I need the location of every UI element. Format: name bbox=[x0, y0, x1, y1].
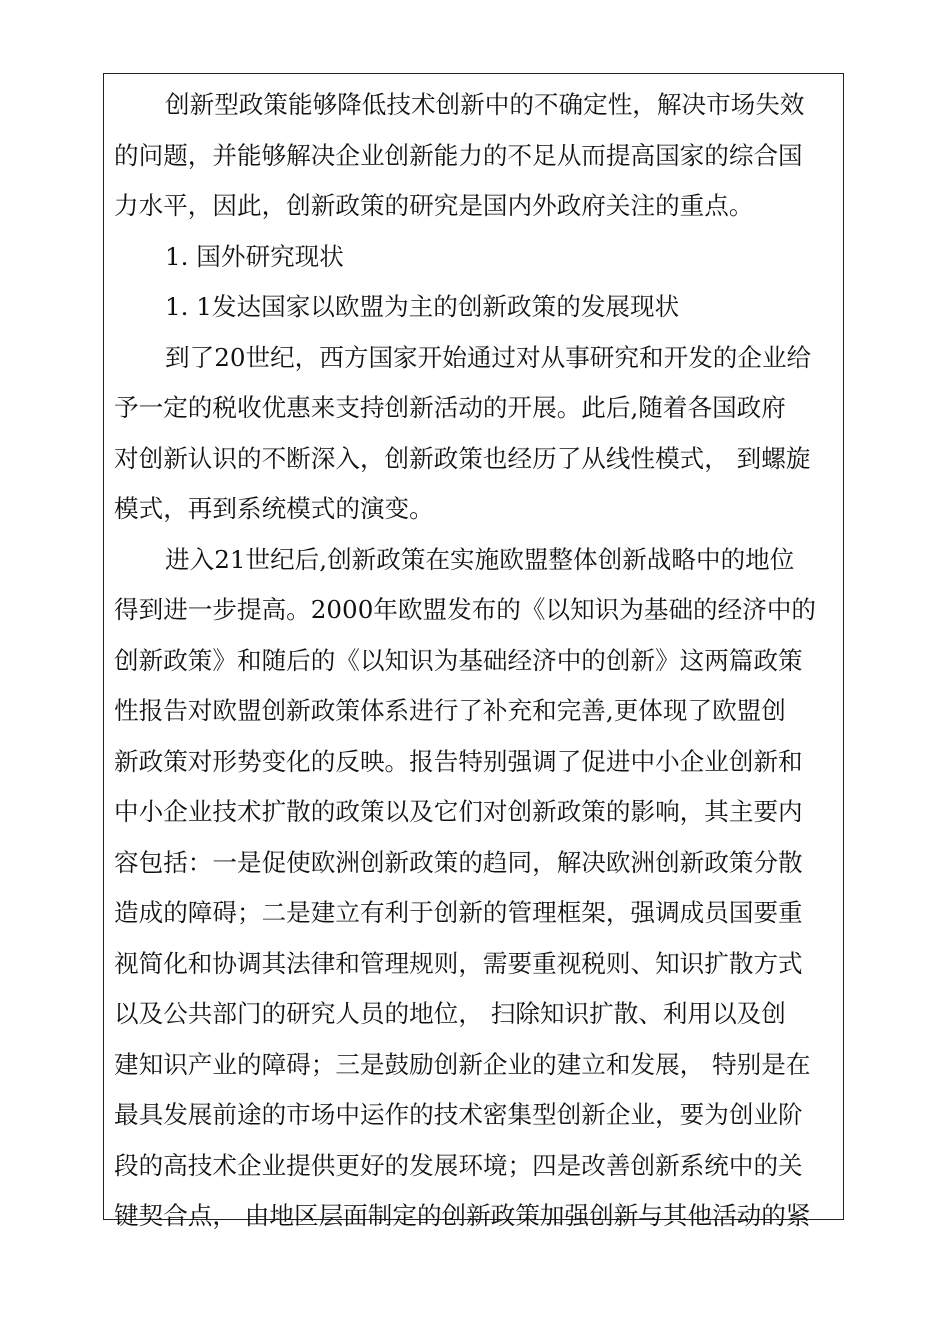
text-line: 的问题，并能够解决企业创新能力的不足从而提高国家的综合国 bbox=[114, 140, 803, 170]
text-line: 到了20世纪，西方国家开始通过对从事研究和开发的企业给 bbox=[165, 342, 812, 372]
text-line: 创新型政策能够降低技术创新中的不确定性，解决市场失效 bbox=[165, 90, 805, 119]
text-line: 以及公共部门的研究人员的地位， 扫除知识扩散、利用以及创 bbox=[114, 999, 786, 1028]
document-body bbox=[114, 80, 829, 1242]
text-line: 中小企业技术扩散的政策以及它们对创新政策的影响，其主要内 bbox=[114, 797, 803, 826]
text-box-frame bbox=[103, 73, 844, 1230]
text-line: 进入21世纪后,创新政策在实施欧盟整体创新战略中的地位 bbox=[165, 544, 795, 574]
text-line: 键契合点， 由地区层面制定的创新政策加强创新与其他活动的紧 bbox=[114, 1201, 811, 1230]
text-line: 造成的障碍；二是建立有利于创新的管理框架，强调成员国要重 bbox=[114, 898, 803, 927]
text-line: 新政策对形势变化的反映。报告特别强调了促进中小企业创新和 bbox=[114, 746, 803, 776]
text-line: 视简化和协调其法律和管理规则，需要重视税则、知识扩散方式 bbox=[114, 948, 803, 978]
text-line: 性报告对欧盟创新政策体系进行了补充和完善,更体现了欧盟创 bbox=[114, 696, 786, 725]
text-line: 对创新认识的不断深入，创新政策也经历了从线性模式， 到螺旋 bbox=[114, 443, 811, 473]
text-line: 最具发展前途的市场中运作的技术密集型创新企业，要为创业阶 bbox=[114, 1100, 803, 1129]
text-line: 予一定的税收优惠来支持创新活动的开展。此后,随着各国政府 bbox=[114, 393, 786, 422]
text-line: 段的高技术企业提供更好的发展环境；四是改善创新系统中的关 bbox=[114, 1150, 803, 1180]
text-line: 1. 1发达国家以欧盟为主的创新政策的发展现状 bbox=[165, 292, 680, 321]
text-line: 力水平，因此，创新政策的研究是国内外政府关注的重点。 bbox=[114, 191, 754, 220]
text-line: 1. 国外研究现状 bbox=[165, 241, 344, 271]
text-line: 得到进一步提高。2000年欧盟发布的《以知识为基础的经济中的 bbox=[114, 595, 817, 624]
text-line: 建知识产业的障碍；三是鼓励创新企业的建立和发展， 特别是在 bbox=[114, 1049, 811, 1079]
text-line: 模式，再到系统模式的演变。 bbox=[114, 494, 434, 523]
text-line: 创新政策》和随后的《以知识为基础经济中的创新》这两篇政策 bbox=[114, 645, 803, 675]
text-line: 容包括：一是促使欧洲创新政策的趋同，解决欧洲创新政策分散 bbox=[114, 847, 803, 877]
